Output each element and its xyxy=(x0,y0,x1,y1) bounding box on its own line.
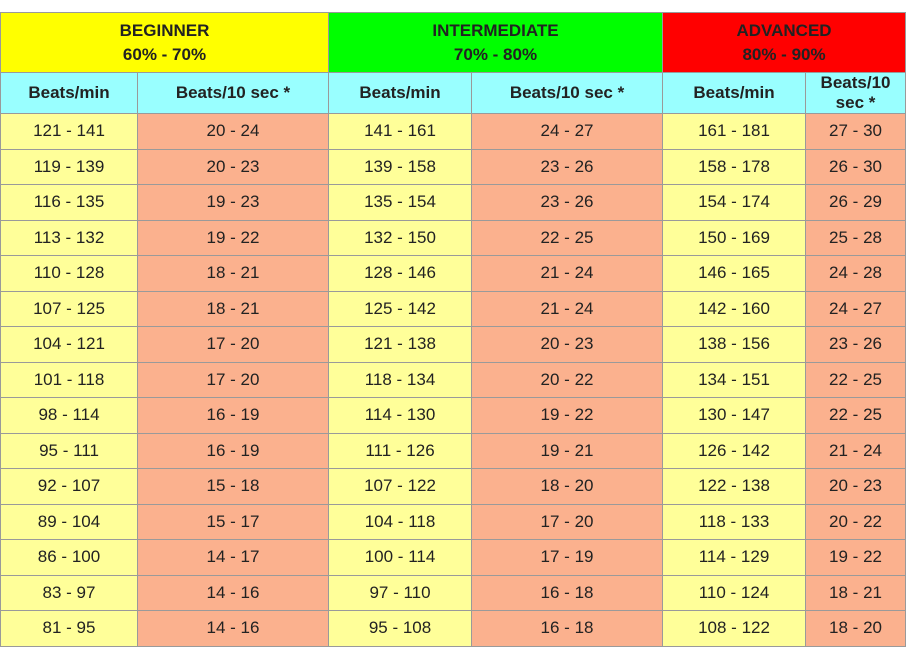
level-range: 80% - 90% xyxy=(742,44,826,64)
beats-per-min-cell: 146 - 165 xyxy=(663,256,806,292)
beats-per-10-sec-cell: 17 - 20 xyxy=(138,362,329,398)
column-header-beats-per-10-sec: Beats/10 sec * xyxy=(138,73,329,114)
table-row xyxy=(1,327,906,363)
table-row xyxy=(1,256,906,292)
table-row xyxy=(1,433,906,469)
level-intermediate xyxy=(329,13,663,73)
beats-per-min-cell: 132 - 150 xyxy=(329,220,472,256)
beats-per-min-cell: 110 - 128 xyxy=(1,256,138,292)
level-beginner xyxy=(1,13,329,73)
column-header-beats-per-min: Beats/min xyxy=(1,73,138,114)
beats-per-10-sec-cell: 23 - 26 xyxy=(806,327,906,363)
beats-per-10-sec-cell: 19 - 22 xyxy=(138,220,329,256)
beats-per-min-cell: 108 - 122 xyxy=(663,611,806,647)
column-header-beats-per-10-sec: Beats/10 sec * xyxy=(472,73,663,114)
beats-per-10-sec-cell: 19 - 23 xyxy=(138,185,329,221)
beats-per-10-sec-cell: 17 - 19 xyxy=(472,540,663,576)
table-row xyxy=(1,149,906,185)
beats-per-10-sec-cell: 14 - 16 xyxy=(138,575,329,611)
beats-per-min-cell: 97 - 110 xyxy=(329,575,472,611)
beats-per-min-cell: 142 - 160 xyxy=(663,291,806,327)
beats-per-min-cell: 128 - 146 xyxy=(329,256,472,292)
beats-per-min-cell: 141 - 161 xyxy=(329,114,472,150)
beats-per-10-sec-cell: 21 - 24 xyxy=(472,256,663,292)
level-range: 60% - 70% xyxy=(122,44,207,64)
beats-per-min-cell: 86 - 100 xyxy=(1,540,138,576)
table-row xyxy=(1,504,906,540)
beats-per-min-cell: 116 - 135 xyxy=(1,185,138,221)
level-name: ADVANCED xyxy=(736,20,832,40)
beats-per-10-sec-cell: 23 - 26 xyxy=(472,149,663,185)
beats-per-10-sec-cell: 24 - 28 xyxy=(806,256,906,292)
beats-per-min-cell: 121 - 138 xyxy=(329,327,472,363)
beats-per-10-sec-cell: 16 - 19 xyxy=(138,398,329,434)
beats-per-10-sec-cell: 26 - 30 xyxy=(806,149,906,185)
table-row xyxy=(1,398,906,434)
beats-per-min-cell: 139 - 158 xyxy=(329,149,472,185)
table-row xyxy=(1,114,906,150)
beats-per-min-cell: 150 - 169 xyxy=(663,220,806,256)
beats-per-min-cell: 119 - 139 xyxy=(1,149,138,185)
column-header-beats-per-min: Beats/min xyxy=(329,73,472,114)
beats-per-min-cell: 154 - 174 xyxy=(663,185,806,221)
level-name: INTERMEDIATE xyxy=(432,20,559,40)
beats-per-10-sec-cell: 19 - 22 xyxy=(806,540,906,576)
beats-per-10-sec-cell: 20 - 23 xyxy=(138,149,329,185)
beats-per-10-sec-cell: 25 - 28 xyxy=(806,220,906,256)
beats-per-10-sec-cell: 20 - 24 xyxy=(138,114,329,150)
table-row xyxy=(1,469,906,505)
beats-per-min-cell: 100 - 114 xyxy=(329,540,472,576)
beats-per-min-cell: 121 - 141 xyxy=(1,114,138,150)
beats-per-min-cell: 122 - 138 xyxy=(663,469,806,505)
beats-per-min-cell: 95 - 111 xyxy=(1,433,138,469)
beats-per-10-sec-cell: 21 - 24 xyxy=(806,433,906,469)
beats-per-min-cell: 113 - 132 xyxy=(1,220,138,256)
beats-per-min-cell: 161 - 181 xyxy=(663,114,806,150)
beats-per-10-sec-cell: 27 - 30 xyxy=(806,114,906,150)
beats-per-min-cell: 89 - 104 xyxy=(1,504,138,540)
beats-per-10-sec-cell: 24 - 27 xyxy=(806,291,906,327)
beats-per-10-sec-cell: 19 - 21 xyxy=(472,433,663,469)
beats-per-10-sec-cell: 14 - 16 xyxy=(138,611,329,647)
level-header-row xyxy=(1,13,906,73)
beats-per-10-sec-cell: 18 - 21 xyxy=(138,256,329,292)
table-row xyxy=(1,611,906,647)
beats-per-min-cell: 95 - 108 xyxy=(329,611,472,647)
column-header-beats-per-min: Beats/min xyxy=(663,73,806,114)
beats-per-10-sec-cell: 19 - 22 xyxy=(472,398,663,434)
beats-per-10-sec-cell: 22 - 25 xyxy=(806,362,906,398)
beats-per-min-cell: 130 - 147 xyxy=(663,398,806,434)
beats-per-min-cell: 134 - 151 xyxy=(663,362,806,398)
beats-per-min-cell: 111 - 126 xyxy=(329,433,472,469)
level-range: 70% - 80% xyxy=(453,44,538,64)
column-header-row xyxy=(1,73,906,114)
beats-per-10-sec-cell: 20 - 23 xyxy=(806,469,906,505)
beats-per-10-sec-cell: 15 - 18 xyxy=(138,469,329,505)
beats-per-10-sec-cell: 18 - 21 xyxy=(806,575,906,611)
beats-per-min-cell: 81 - 95 xyxy=(1,611,138,647)
beats-per-10-sec-cell: 18 - 21 xyxy=(138,291,329,327)
heart-rate-table-container xyxy=(0,12,891,642)
table-row xyxy=(1,291,906,327)
beats-per-min-cell: 158 - 178 xyxy=(663,149,806,185)
beats-per-10-sec-cell: 16 - 18 xyxy=(472,575,663,611)
beats-per-10-sec-cell: 26 - 29 xyxy=(806,185,906,221)
beats-per-min-cell: 107 - 125 xyxy=(1,291,138,327)
beats-per-10-sec-cell: 16 - 19 xyxy=(138,433,329,469)
beats-per-min-cell: 118 - 133 xyxy=(663,504,806,540)
table-row xyxy=(1,185,906,221)
beats-per-10-sec-cell: 23 - 26 xyxy=(472,185,663,221)
beats-per-min-cell: 114 - 129 xyxy=(663,540,806,576)
table-row xyxy=(1,220,906,256)
beats-per-min-cell: 118 - 134 xyxy=(329,362,472,398)
beats-per-10-sec-cell: 18 - 20 xyxy=(806,611,906,647)
table-row xyxy=(1,362,906,398)
beats-per-min-cell: 107 - 122 xyxy=(329,469,472,505)
beats-per-10-sec-cell: 17 - 20 xyxy=(472,504,663,540)
beats-per-min-cell: 125 - 142 xyxy=(329,291,472,327)
beats-per-10-sec-cell: 18 - 20 xyxy=(472,469,663,505)
beats-per-min-cell: 83 - 97 xyxy=(1,575,138,611)
beats-per-min-cell: 114 - 130 xyxy=(329,398,472,434)
column-header-beats-per-10-sec: Beats/10 sec * xyxy=(806,73,906,114)
beats-per-10-sec-cell: 24 - 27 xyxy=(472,114,663,150)
beats-per-10-sec-cell: 15 - 17 xyxy=(138,504,329,540)
table-row xyxy=(1,540,906,576)
beats-per-min-cell: 104 - 121 xyxy=(1,327,138,363)
beats-per-min-cell: 92 - 107 xyxy=(1,469,138,505)
beats-per-10-sec-cell: 21 - 24 xyxy=(472,291,663,327)
beats-per-10-sec-cell: 17 - 20 xyxy=(138,327,329,363)
beats-per-min-cell: 126 - 142 xyxy=(663,433,806,469)
heart-rate-zone-table xyxy=(0,12,906,647)
beats-per-10-sec-cell: 16 - 18 xyxy=(472,611,663,647)
beats-per-min-cell: 138 - 156 xyxy=(663,327,806,363)
beats-per-min-cell: 135 - 154 xyxy=(329,185,472,221)
beats-per-10-sec-cell: 14 - 17 xyxy=(138,540,329,576)
beats-per-10-sec-cell: 20 - 22 xyxy=(806,504,906,540)
level-name: BEGINNER xyxy=(119,20,210,40)
beats-per-10-sec-cell: 20 - 23 xyxy=(472,327,663,363)
beats-per-10-sec-cell: 22 - 25 xyxy=(806,398,906,434)
beats-per-10-sec-cell: 20 - 22 xyxy=(472,362,663,398)
beats-per-min-cell: 101 - 118 xyxy=(1,362,138,398)
beats-per-min-cell: 98 - 114 xyxy=(1,398,138,434)
beats-per-min-cell: 104 - 118 xyxy=(329,504,472,540)
beats-per-min-cell: 110 - 124 xyxy=(663,575,806,611)
level-advanced xyxy=(663,13,906,73)
table-row xyxy=(1,575,906,611)
beats-per-10-sec-cell: 22 - 25 xyxy=(472,220,663,256)
